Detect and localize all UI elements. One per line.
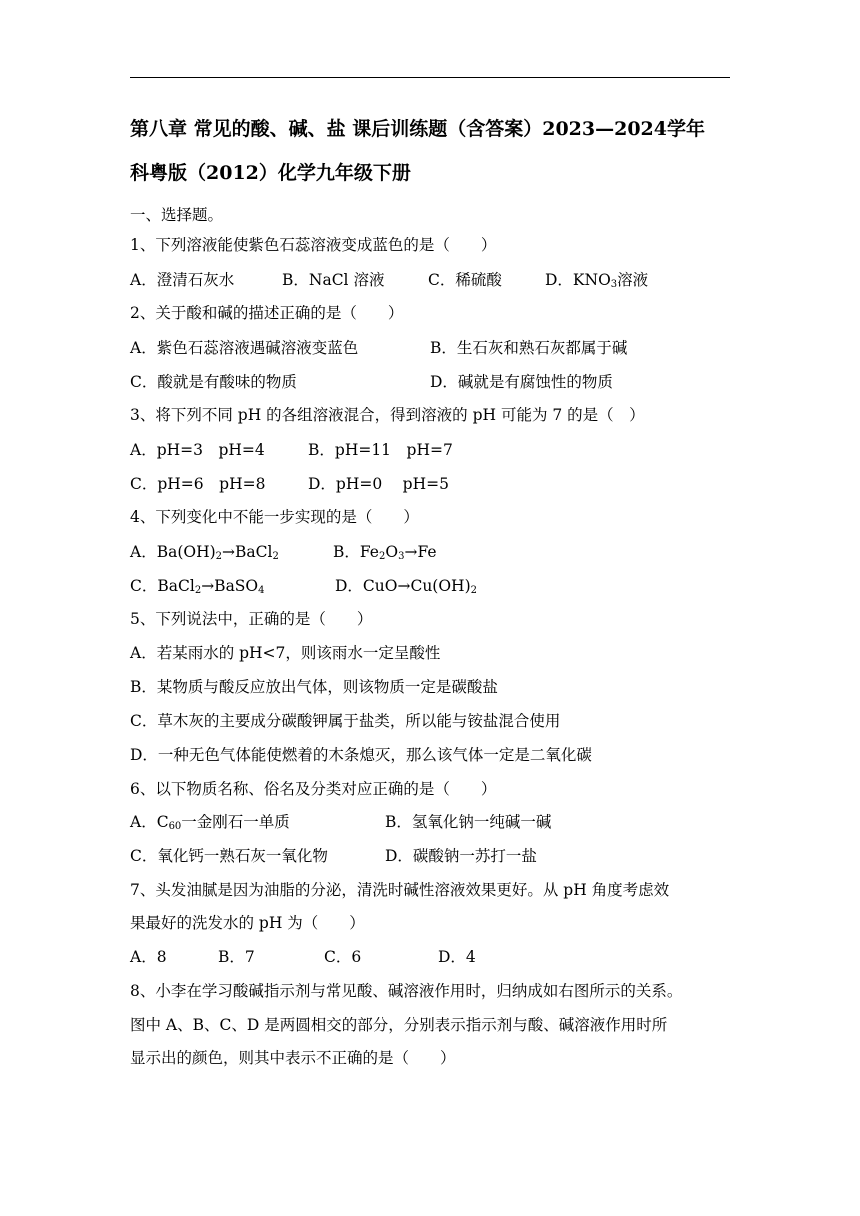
question-1-option-c: C．稀硫酸 (428, 271, 502, 289)
question-2-option-c: C．酸就是有酸味的物质 (130, 373, 297, 391)
question-8-stem-line2: 图中 A、B、C、D 是两圆相交的部分，分别表示指示剂与酸、碱溶液作用时所 (130, 1016, 668, 1034)
question-1-option-b: B．NaCl 溶液 (282, 271, 385, 289)
question-6-option-a: A．$C_{60}$一金刚石一单质 (130, 813, 290, 832)
question-5-option-a: A．若某雨水的 pH<7，则该雨水一定呈酸性 (130, 644, 441, 662)
question-5-option-b: B．某物质与酸反应放出气体，则该物质一定是碳酸盐 (130, 678, 498, 696)
question-7-option-d: D．4 (438, 948, 476, 966)
question-4-option-a: A．$Ba(OH)_2\to BaCl_2$ (130, 543, 279, 562)
question-6-stem: 6、以下物质名称、俗名及分类对应正确的是（ ） (130, 780, 497, 798)
question-5-option-c: C．草木灰的主要成分碳酸钾属于盐类，所以能与铵盐混合使用 (130, 712, 561, 730)
question-3-stem: 3、将下列不同 pH 的各组溶液混合，得到溶液的 pH 可能为 7 的是（ ） (130, 406, 645, 424)
document-title-line2: 科粤版（2012）化学九年级下册 (130, 162, 411, 184)
question-2-stem: 2、关于酸和碱的描述正确的是（ ） (130, 304, 404, 322)
question-5-stem: 5、下列说法中，正确的是（ ） (130, 610, 373, 628)
question-7-stem-line1: 7、头发油腻是因为油脂的分泌，清洗时碱性溶液效果更好。从 pH 角度考虑效 (130, 881, 670, 899)
question-6-option-d: D．碳酸钠一苏打一盐 (385, 847, 537, 865)
question-5-option-d: D．一种无色气体能使燃着的木条熄灭，那么该气体一定是二氧化碳 (130, 746, 592, 764)
question-3-option-b: B．pH=11 pH=7 (308, 441, 453, 459)
question-1-option-d: D．$KNO_3$溶液 (545, 271, 649, 290)
question-8-stem-line1: 8、小李在学习酸碱指示剂与常见酸、碱溶液作用时，归纳成如右图所示的关系。 (130, 982, 683, 1000)
question-4-option-b: B．$Fe_2O_3\to Fe$ (333, 543, 437, 562)
question-7-option-a: A．8 (130, 948, 167, 966)
question-3-option-d: D．pH=0 pH=5 (308, 475, 449, 493)
question-6-option-b: B．氢氧化钠一纯碱一碱 (385, 813, 552, 831)
question-1-option-a: A．澄清石灰水 (130, 271, 235, 289)
document-title-line1: 第八章 常见的酸、碱、盐 课后训练题（含答案）2023—2024学年 (130, 118, 705, 140)
question-7-option-b: B．7 (218, 948, 255, 966)
question-2-option-a: A．紫色石蕊溶液遇碱溶液变蓝色 (130, 339, 359, 357)
question-6-option-c: C．氧化钙一熟石灰一氧化物 (130, 847, 328, 865)
question-7-stem-line2: 果最好的洗发水的 pH 为（ ） (130, 914, 365, 932)
question-4-stem: 4、下列变化中不能一步实现的是（ ） (130, 508, 419, 526)
question-8-stem-line3: 显示出的颜色，则其中表示不正确的是（ ） (130, 1049, 456, 1067)
question-4-option-d: D．$CuO\to Cu(OH)_2$ (335, 577, 478, 596)
question-3-option-c: C．pH=6 pH=8 (130, 475, 266, 493)
question-2-option-b: B．生石灰和熟石灰都属于碱 (430, 339, 628, 357)
question-7-option-c: C．6 (324, 948, 362, 966)
question-3-option-a: A．pH=3 pH=4 (130, 441, 265, 459)
section-heading: 一、选择题。 (130, 206, 224, 224)
question-4-option-c: C．BaCl$_2$→BaSO$_4$ (130, 577, 265, 596)
question-1-stem: 1、下列溶液能使紫色石蕊溶液变成蓝色的是（ ） (130, 236, 497, 254)
header-rule (130, 77, 730, 78)
question-2-option-d: D．碱就是有腐蚀性的物质 (430, 373, 613, 391)
